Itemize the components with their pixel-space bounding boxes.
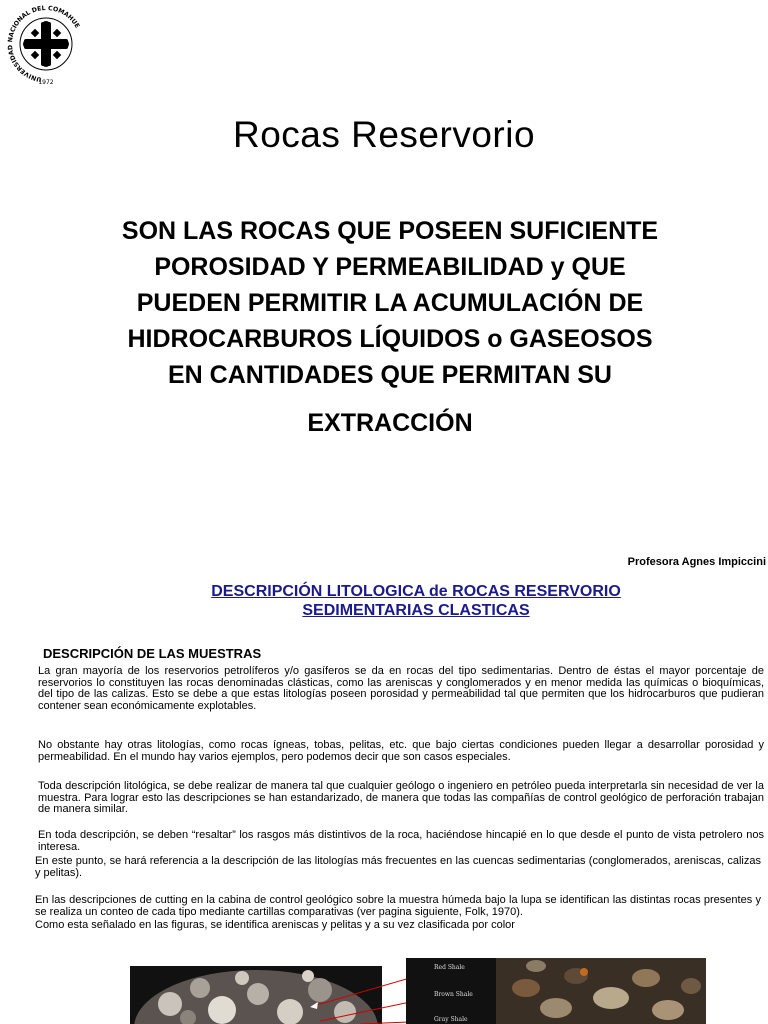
subsection-heading: DESCRIPCIÓN DE LAS MUESTRAS — [43, 646, 262, 661]
definition-line: POROSIDAD Y PERMEABILIDAD y QUE — [154, 253, 626, 281]
paragraph-cutting: En las descripciones de cutting en la cabina de control geológico sobre la muestra húmeda bajo la lupa se identifican las distintas rocas presentes y se realiza un conteo de cada tipo mediante cartillas comparativas (ver pagina siguiente, Folk, 1970). — [35, 894, 761, 918]
definition-line: SON LAS ROCAS QUE POSEEN SUFICIENTE — [121, 217, 659, 245]
figure-label-red-shale: Red Shale — [434, 964, 465, 971]
paragraph-frequent-lithologies: En este punto, se hará referencia a la descripción de las litologías más frecuentes en las cuencas sedimentarias (conglomerados, areniscas, calizas y pelitas). — [35, 855, 761, 879]
university-seal — [2, 2, 90, 86]
paragraph-classification: Como esta señalado en las figuras, se identifica areniscas y pelitas y a su vez clasificada por color — [35, 919, 515, 931]
paragraph-reservoirs: La gran mayoría de los reservorios petrolíferos y/o gasíferos se da en rocas del tipo sedimentarias. Dentro de éstas el mayor porcentaje de reservorios lo constituyen las rocas denominadas clásticas, como las areniscas y conglomerados y en menor medida las químicas o bioquímicas, del tipo de las calizas. Esto se debe a que estas litologías poseen porosidad y permeabilidad tal que permiten que los hidrocarburos que pudieran contener sean económicamente explotables. — [38, 665, 764, 712]
author-credit: Profesora Agnes Impiccini — [627, 556, 766, 568]
microscope-photo-shales — [406, 958, 706, 1024]
definition-line: EN CANTIDADES QUE PERMITAN SU — [167, 361, 612, 389]
definition-block — [40, 213, 740, 441]
figure-label-gray-shale: Gray Shale — [434, 1016, 468, 1023]
figure-label-brown-shale: Brown Shale — [434, 991, 473, 998]
section-heading-line1: DESCRIPCIÓN LITOLOGICA de ROCAS RESERVORIO — [211, 583, 621, 600]
definition-line: PUEDEN PERMITIR LA ACUMULACIÓN DE — [136, 289, 644, 317]
paragraph-highlight: En toda descripción, se deben “resaltar” los rasgos más distintivos de la roca, haciéndose hincapié en lo que desde el punto de vista petrolero nos interesa. — [38, 829, 764, 853]
paragraph-description-standard: Toda descripción litológica, se debe realizar de manera tal que cualquier geólogo o ingeniero en petróleo pueda interpretarla sin necesidad de ver la muestra. Para lograr esto las descripciones se han estandarizado, de manera que todas las compañías de control geológico de perforación trabajan de manera similar. — [38, 780, 764, 815]
section-heading-line2: SEDIMENTARIAS CLASTICAS — [302, 602, 530, 619]
section-heading — [0, 582, 768, 620]
paragraph-other-lithologies: No obstante hay otras litologías, como rocas ígneas, tobas, pelitas, etc. que bajo ciertas condiciones pueden llegar a desarrollar porosidad y permeabilidad. En el mundo hay varios ejemplos, pero podemos decir que son casos especiales. — [38, 739, 764, 763]
seal-ring-text: UNIVERSIDAD NACIONAL DEL COMAHUE — [6, 4, 81, 83]
page-title: Rocas Reservorio — [232, 114, 536, 155]
definition-line: HIDROCARBUROS LÍQUIDOS o GASEOSOS — [127, 325, 653, 353]
seal-year: 1972 — [38, 79, 54, 86]
definition-last-line: EXTRACCIÓN — [307, 409, 473, 437]
